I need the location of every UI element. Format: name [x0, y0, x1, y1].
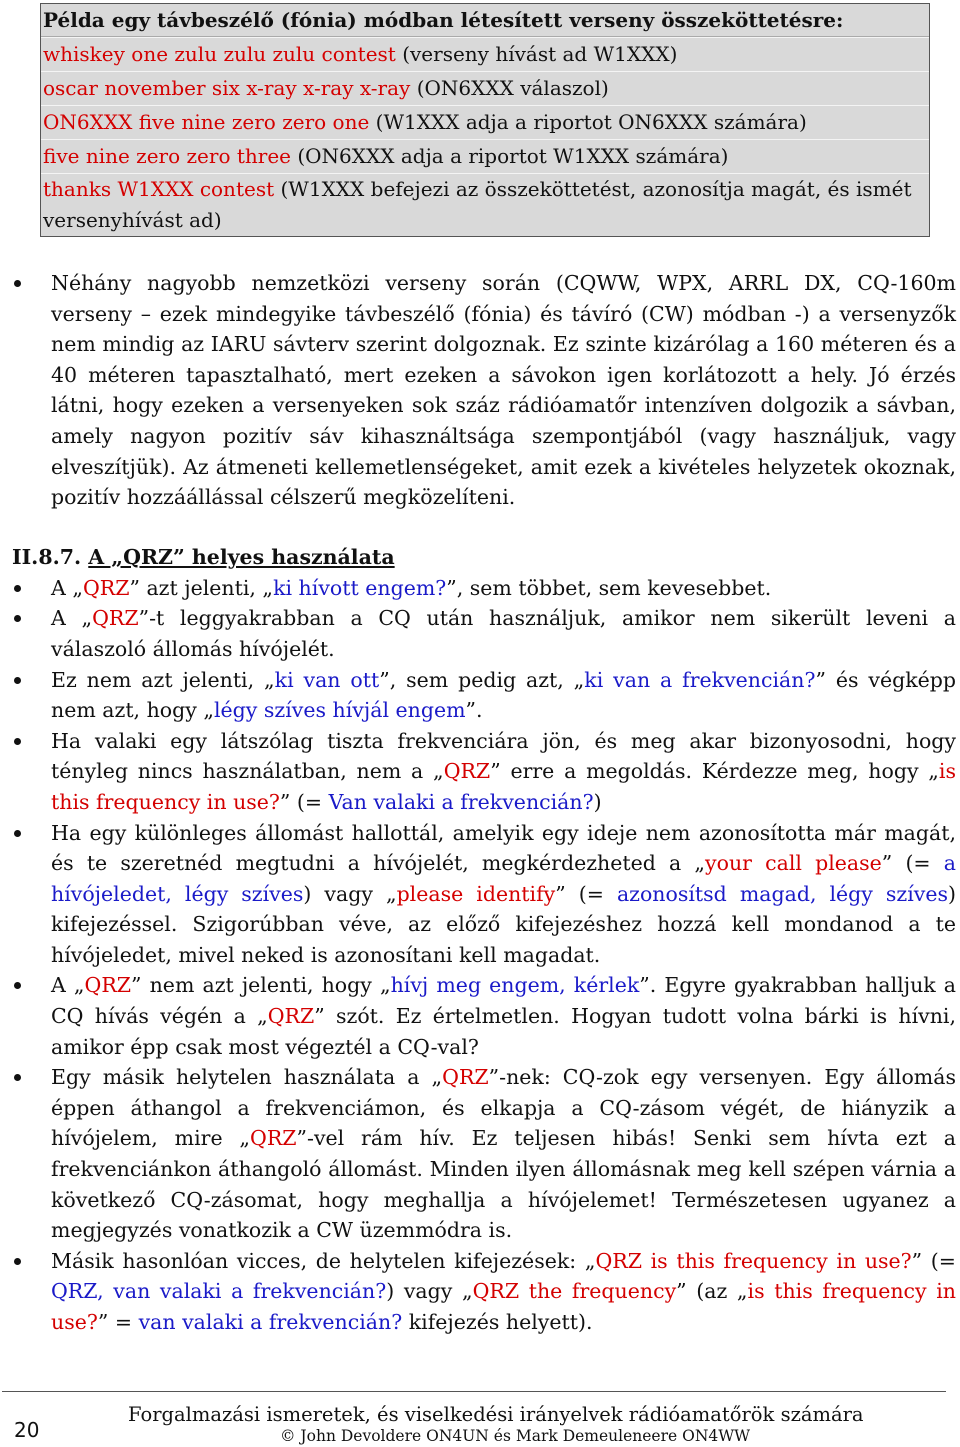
text-segment: ” = [97, 1310, 139, 1334]
example-box-row [41, 37, 929, 71]
explanation-text: (W1XXX befejezi az összeköttetést, azonosítja magát, és ismét versenyhívást ad) [43, 177, 912, 232]
text-segment: ”. Egyre gyakrabban halljuk a CQ hívás végén a „ [51, 973, 957, 1029]
text-segment: ”, sem többet, sem kevesebbet. [446, 575, 772, 600]
phrase-blue: QRZ, van valaki a frekvencián? [51, 1279, 387, 1304]
phrase-red: QRZ [92, 606, 139, 631]
section-number: II.8.7. [12, 544, 82, 569]
text-segment: ” azt jelenti, „ [129, 575, 274, 600]
text-segment: ) [593, 789, 602, 814]
text-segment: ” nem azt jelenti, hogy „ [131, 973, 391, 998]
text-segment: ”-nek: CQ-zok egy versenyen. Egy állomás éppen áthangol a frekvenciámon, és elkapja a CQ-zásom végét, de hiányzik a hívójelem, mire „ [51, 1065, 956, 1151]
qrz-bullet-item [0, 818, 960, 971]
phrase-red: QRZ is this frequency in use? [595, 1248, 912, 1273]
phrase-blue: hívj meg engem, kérlek [390, 973, 640, 998]
qrz-bullet-item [0, 970, 960, 1062]
phrase-blue: a hívójeledet, légy szíves [51, 851, 957, 906]
footer-title: Forgalmazási ismeretek, és viselkedési irányelvek rádióamatőrök számára [128, 1403, 864, 1426]
text-segment: Egy másik helytelen használata a „ [51, 1065, 443, 1090]
phrase-blue: ki van a frekvencián? [584, 667, 816, 692]
intro-list [0, 268, 960, 513]
explanation-text: (ON6XXX adja a riportot W1XXX számára) [291, 144, 729, 168]
transmitted-text: ON6XXX five nine zero zero one [43, 110, 370, 134]
phrase-red: QRZ [267, 1004, 315, 1029]
example-box [40, 3, 930, 237]
section-title: A „QRZ” helyes használata [88, 544, 395, 569]
phrase-red: QRZ the frequency [472, 1279, 677, 1304]
text-segment: ” (= [279, 789, 329, 814]
text-segment: A „ [51, 606, 93, 631]
text-segment: ” szót. Ez értelmetlen. Hogyan tudott volna bárki is hívni, amikor épp csak most végeztél a CQ-val? [51, 1004, 956, 1059]
phrase-red: QRZ [84, 973, 132, 998]
text-segment: ”-vel rám hív. Ez teljesen hibás! Senki sem hívta ezt a frekvenciánkon áthangoló állomást. Minden ilyen állomásnak meg kell szépen várnia a következő CQ-zásomat, hogy meghallja a hívójelemet! Természetesen ugyanez a megjegyzés vonatkozik a CW üzemmódra is. [51, 1126, 956, 1243]
footer-credit: © John Devoldere ON4UN és Mark Demeuleneere ON4WW [280, 1427, 751, 1445]
phrase-red: QRZ [250, 1126, 297, 1151]
example-box-row [41, 173, 929, 236]
phrase-red: please identify [396, 881, 556, 906]
example-box-row [41, 139, 929, 173]
qrz-bullet-item [0, 1246, 960, 1338]
qrz-bullet-item [0, 1062, 960, 1246]
example-box-rows [41, 37, 929, 236]
text-segment: ” és végképp nem azt, hogy „ [51, 667, 956, 723]
phrase-blue: ki van ott [274, 667, 380, 692]
section-heading [12, 543, 960, 571]
explanation-text: (ON6XXX válaszol) [410, 76, 609, 100]
text-segment: Ez nem azt jelenti, „ [51, 667, 275, 692]
phrase-red: QRZ [443, 759, 491, 784]
text-segment: Ha egy különleges állomást hallottál, amelyik egy ideje nem azonosította már magát, és te szeretnéd megtudni a hívójelét, megkérdezheted a „ [51, 820, 956, 876]
phrase-red: QRZ [82, 575, 130, 600]
page-number: 20 [14, 1418, 40, 1442]
text-segment: ”-t leggyakrabban a CQ után használjuk, amikor nem sikerült leveni a válaszoló állomás hívójelét. [51, 606, 956, 661]
example-box-row [41, 105, 929, 139]
text-segment: ”. [465, 698, 483, 723]
qrz-bullet-list [0, 573, 960, 1338]
text-segment: ” (= [555, 881, 617, 906]
phrase-red: is this frequency in use? [51, 759, 956, 814]
transmitted-text: five nine zero zero three [43, 144, 291, 168]
example-box-row [41, 71, 929, 105]
transmitted-text: thanks W1XXX contest [43, 177, 275, 201]
qrz-bullet-item [0, 573, 960, 604]
phrase-red: your call please [705, 851, 882, 876]
qrz-bullet-item [0, 603, 960, 664]
phrase-blue: van valaki a frekvencián? [138, 1310, 403, 1334]
text-segment: ” erre a megoldás. Kérdezze meg, hogy „ [490, 759, 939, 784]
text-segment: ) vagy „ [303, 881, 397, 906]
text-segment: ) kifejezéssel. Szigorúbban véve, az előző kifejezéshez hozzá kell mondanod a te hívójeledet, mivel neked is azonosítani kell magadat. [51, 881, 956, 967]
transmitted-text: oscar november six x-ray x-ray x-ray [43, 76, 411, 100]
qrz-bullet-item [0, 665, 960, 726]
intro-paragraph: Néhány nagyobb nemzetközi verseny során (CQWW, WPX, ARRL DX, CQ-160m verseny – ezek mindegyike távbeszélő (fónia) és távíró (CW) módban -) a versenyzők nem mindig az IARU sávterv szerint dolgoznak. Ez szinte kizárólag a 160 méteren és a 40 méteren tapasztalható, mert ezeken a sávokon igen korlátozott a hely. Jó érzés látni, hogy ezeken a versenyeken sok száz rádióamatőr intenzíven dolgozik a sávban, amely nagyon pozitív sáv kihasználtsága szempontjából (vagy használjuk, vagy elveszítjük). Az átmeneti kellemetlenségeket, amit ezek a kivételes helyzetek okoznak, pozitív hozzáállással célszerű megközelíteni. [0, 268, 960, 513]
phrase-red: QRZ [442, 1065, 489, 1090]
text-segment: A „ [51, 575, 83, 600]
phrase-blue: Van valaki a frekvencián? [328, 789, 594, 814]
text-segment: kifejezés helyett). [402, 1310, 593, 1334]
explanation-text: (verseny hívást ad W1XXX) [395, 42, 678, 66]
qrz-bullet-item [0, 726, 960, 818]
text-segment: Ha valaki egy látszólag tiszta frekvenciára jön, és meg akar bizonyosodni, hogy tényleg nincs használatban, nem a „ [51, 728, 956, 784]
text-segment: ” (= [881, 851, 944, 876]
explanation-text: (W1XXX adja a riportot ON6XXX számára) [369, 110, 807, 134]
phrase-blue: légy szíves hívjál engem [213, 698, 466, 723]
phrase-blue: ki hívott engem? [273, 575, 447, 600]
text-segment: ” (= [911, 1248, 956, 1273]
text-segment: ) vagy „ [386, 1279, 473, 1304]
text-segment: ”, sem pedig azt, „ [379, 667, 585, 692]
text-segment: A „ [51, 973, 85, 998]
text-segment: ” (az „ [676, 1279, 748, 1304]
transmitted-text: whiskey one zulu zulu zulu contest [43, 42, 396, 66]
phrase-blue: azonosítsd magad, légy szíves [616, 881, 948, 906]
main-content [0, 268, 960, 1338]
text-segment: Másik hasonlóan vicces, de helytelen kifejezések: „ [51, 1248, 596, 1273]
example-box-title: Példa egy távbeszélő (fónia) módban létesített verseny összeköttetésre: [41, 4, 929, 37]
footer-divider [2, 1391, 946, 1392]
phrase-red: is this frequency in use? [51, 1279, 956, 1334]
